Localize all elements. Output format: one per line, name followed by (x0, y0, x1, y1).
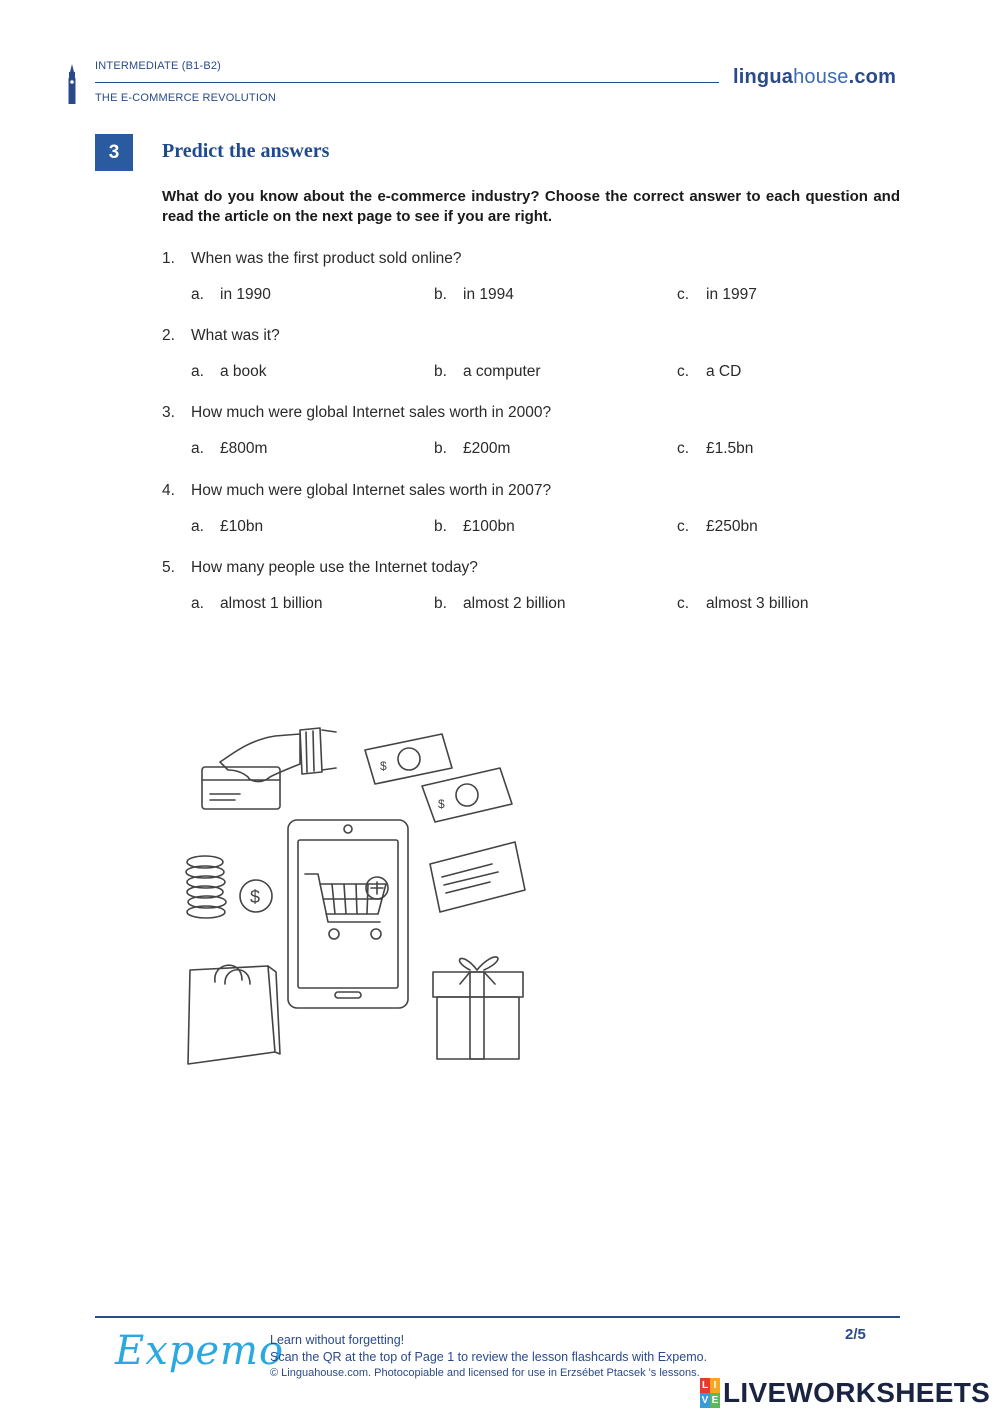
coins-icon (186, 856, 272, 918)
question-4-option-b[interactable]: b. £100bn (434, 518, 515, 535)
question-1-option-c[interactable]: c. in 1997 (677, 286, 757, 303)
lesson-level: INTERMEDIATE (B1-B2) (95, 60, 222, 72)
question-3-option-c[interactable]: c. £1.5bn (677, 440, 754, 457)
question-5-option-c[interactable]: c. almost 3 billion (677, 595, 809, 612)
question-1: 1. When was the first product sold online? (162, 250, 462, 267)
expemo-logo[interactable]: Expemo (115, 1328, 285, 1374)
footer-copyright: © Linguahouse.com. Photocopiable and licensed for use in Erzsébet Ptacsek 's lessons. (270, 1367, 700, 1379)
banknotes-icon (365, 734, 512, 822)
header-divider (95, 82, 719, 83)
question-3-option-b[interactable]: b. £200m (434, 440, 511, 457)
question-3-option-a[interactable]: a. £800m (191, 440, 268, 457)
question-4: 4. How much were global Internet sales worth in 2007? (162, 482, 552, 499)
section-number: 3 (95, 134, 133, 171)
linguahouse-logo[interactable]: linguahouse.com (733, 66, 897, 88)
question-3: 3. How much were global Internet sales worth in 2000? (162, 404, 552, 421)
instructions: What do you know about the e-commerce industry? Choose the correct answer to each question and read the article on the next page to see if you are right. (162, 188, 900, 225)
svg-text:$: $ (250, 887, 261, 907)
big-ben-icon (65, 64, 79, 104)
svg-text:$: $ (380, 759, 387, 773)
question-4-option-c[interactable]: c. £250bn (677, 518, 758, 535)
question-1-option-a[interactable]: a. in 1990 (191, 286, 271, 303)
page-number: 2/5 (845, 1326, 866, 1343)
shopping-bag-icon (188, 965, 280, 1064)
live-badge-icon: L I V E (701, 1380, 719, 1406)
question-1-option-b[interactable]: b. in 1994 (434, 286, 514, 303)
question-2-option-b[interactable]: b. a computer (434, 363, 541, 380)
question-5-option-a[interactable]: a. almost 1 billion (191, 595, 323, 612)
footer-divider (95, 1316, 900, 1318)
gift-box-icon (433, 957, 523, 1059)
tablet-shopping-cart-icon (288, 820, 408, 1008)
liveworksheets-watermark: L I V E LIVEWORKSHEETS (701, 1377, 991, 1408)
question-5-option-b[interactable]: b. almost 2 billion (434, 595, 566, 612)
question-2-option-a[interactable]: a. a book (191, 363, 267, 380)
section-title: Predict the answers (162, 140, 330, 162)
question-5: 5. How many people use the Internet today? (162, 559, 478, 576)
question-2-option-c[interactable]: c. a CD (677, 363, 742, 380)
credit-card-hand-icon (202, 728, 336, 809)
question-2: 2. What was it? (162, 327, 280, 344)
lesson-title: THE E-COMMERCE REVOLUTION (95, 92, 277, 104)
ecommerce-illustration (180, 722, 530, 1072)
footer-tagline: Learn without forgetting! (270, 1333, 405, 1347)
question-4-option-a[interactable]: a. £10bn (191, 518, 264, 535)
svg-text:$: $ (438, 797, 445, 811)
cheque-icon (430, 842, 525, 912)
footer-qr-note: Scan the QR at the top of Page 1 to review the lesson flashcards with Expemo. (270, 1350, 708, 1364)
